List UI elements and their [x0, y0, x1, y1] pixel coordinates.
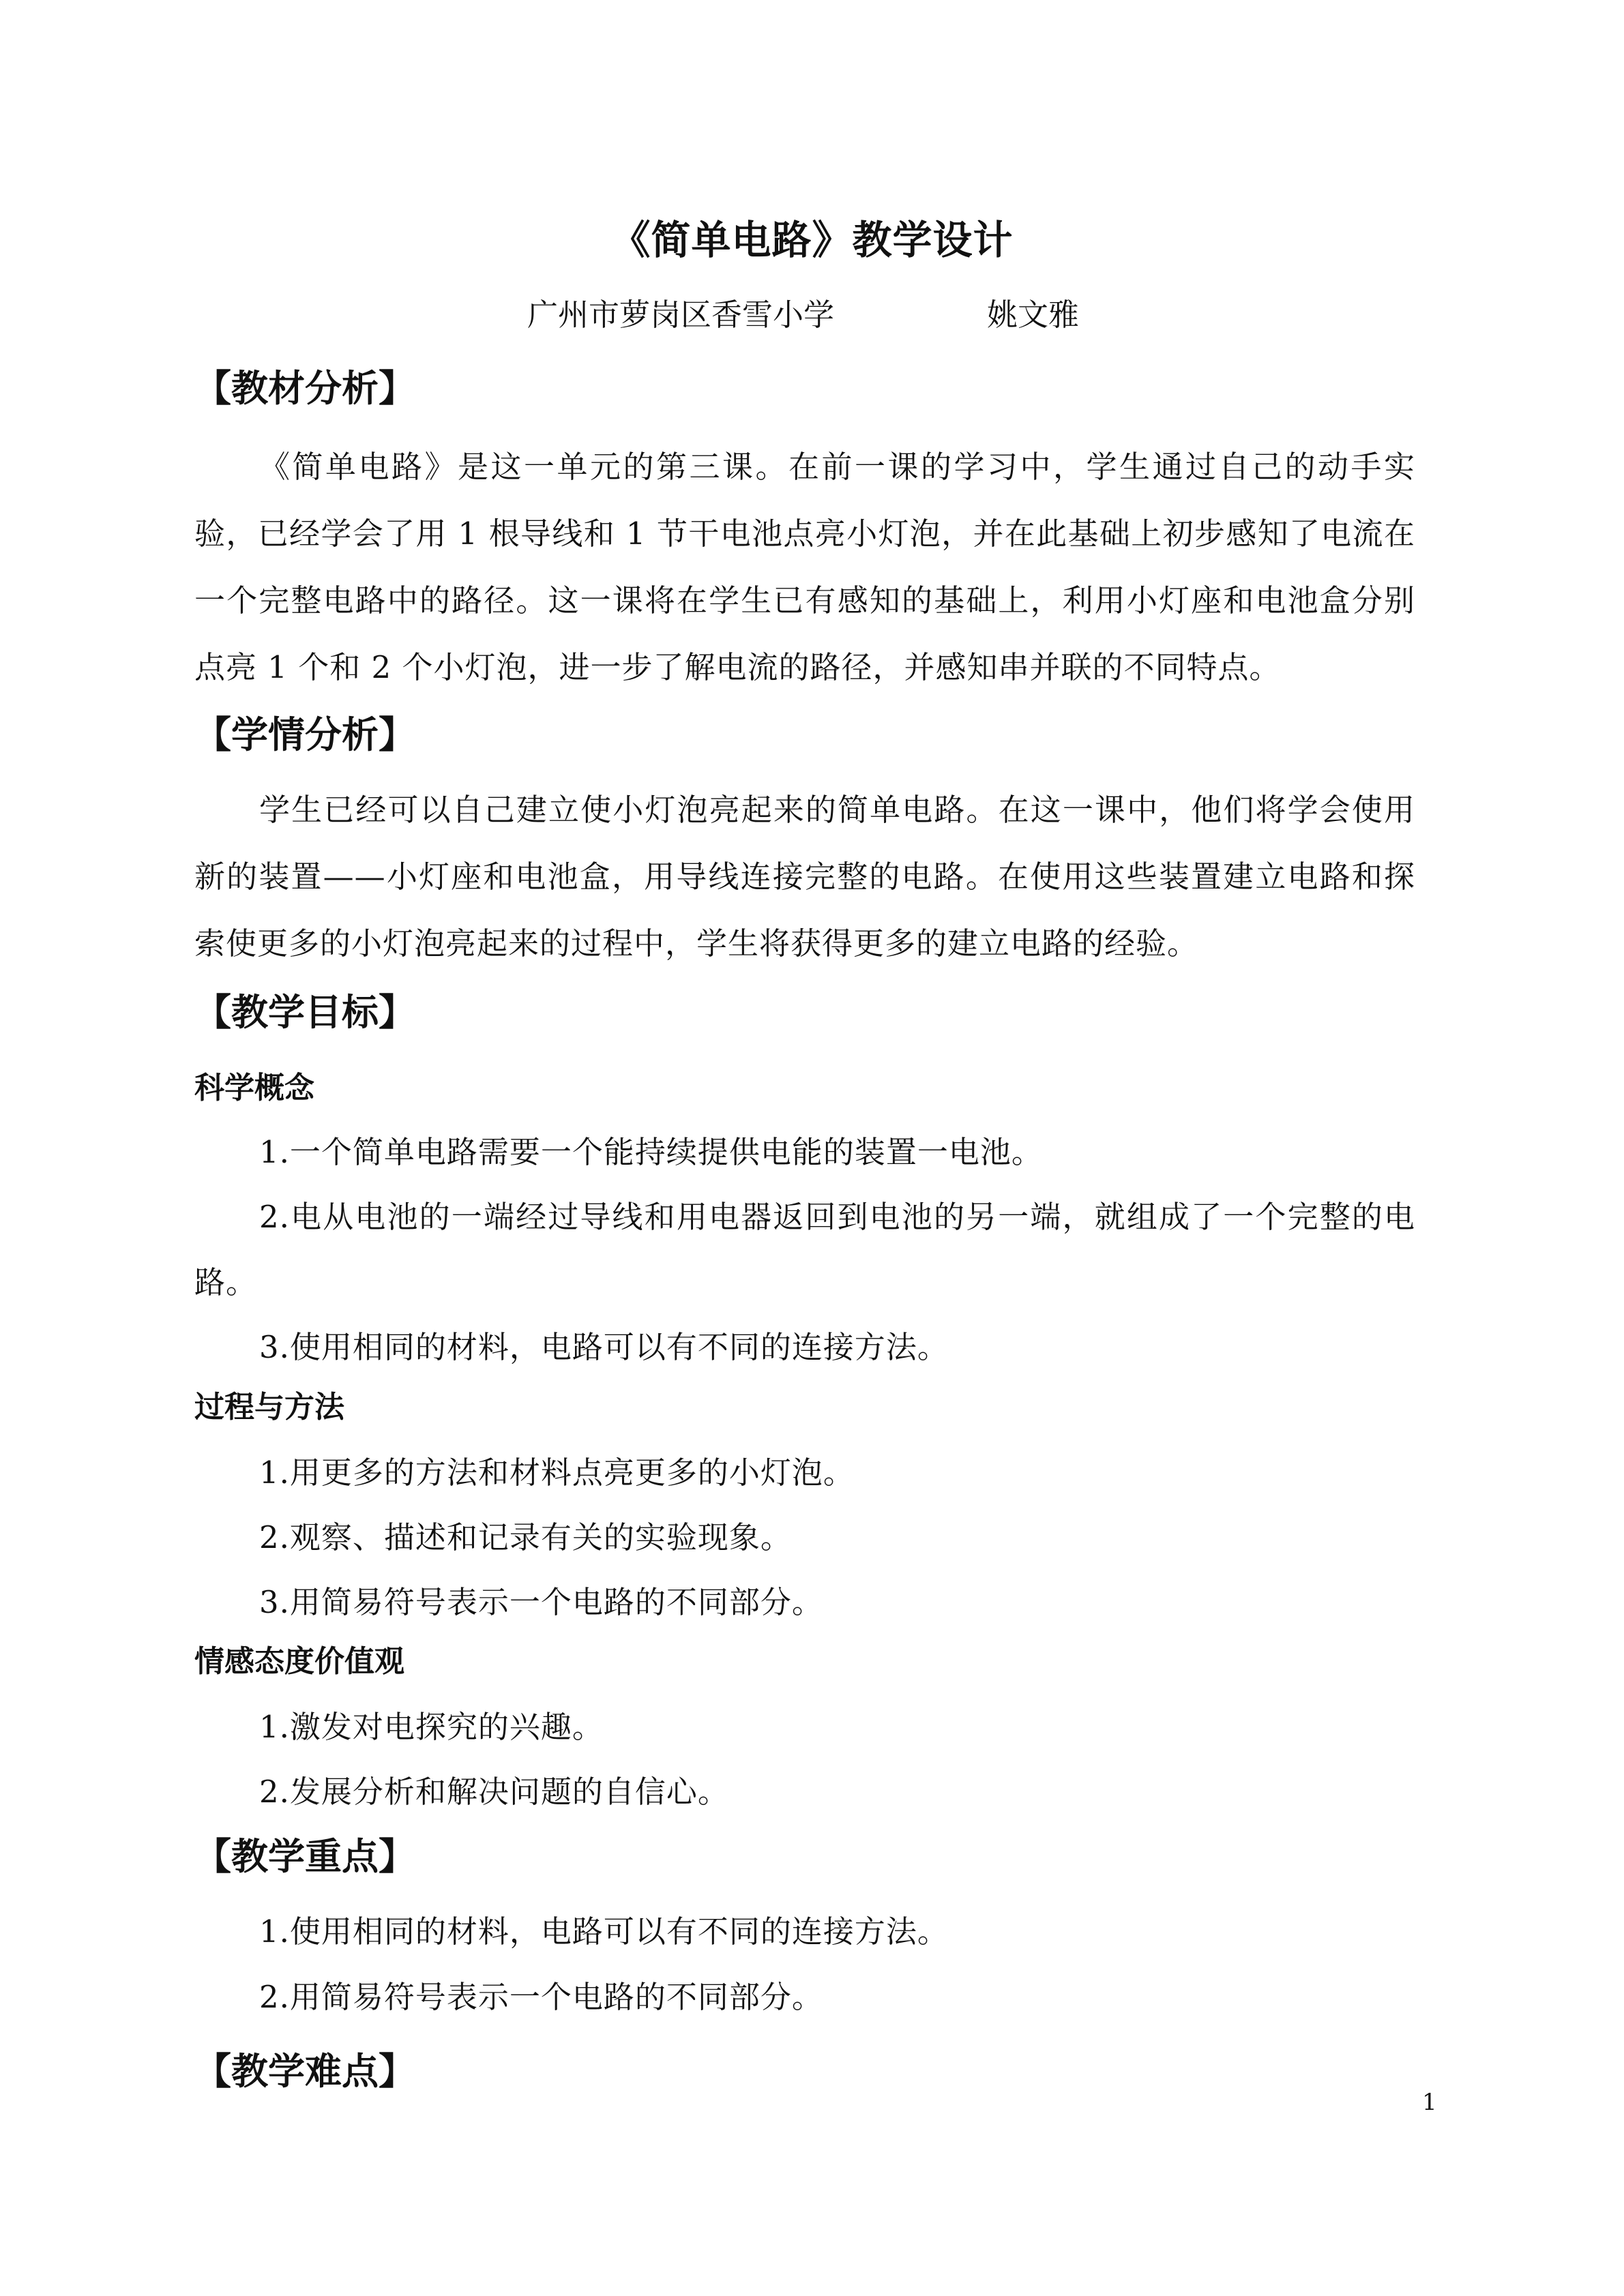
- concept-item-2: 2.电从电池的一端经过导线和用电器返回到电池的另一端，就组成了一个完整的电路。: [194, 1199, 1415, 1300]
- section-heading-difficulties: 【教学难点】: [194, 2050, 415, 2093]
- process-item-2: 2.观察、描述和记录有关的实验现象。: [259, 1519, 792, 1555]
- process-item-1: 1.用更多的方法和材料点亮更多的小灯泡。: [259, 1455, 855, 1491]
- school-name: 广州市萝岗区香雪小学: [527, 297, 835, 333]
- attitude-item-2: 2.发展分析和解决问题的自信心。: [259, 1774, 729, 1810]
- author-name: 姚文雅: [987, 297, 1080, 333]
- section-heading-goals: 【教学目标】: [194, 991, 415, 1034]
- subheading-science-concepts: 科学概念: [194, 1071, 314, 1105]
- section-heading-material: 【教材分析】: [194, 367, 415, 410]
- document-title: 《简单电路》教学设计: [610, 217, 1014, 263]
- learner-analysis-paragraph: 学生已经可以自己建立使小灯泡亮起来的简单电路。在这一课中，他们将学会使用新的装置——小灯座和电池盒，用导线连接完整的电路。在使用这些装置建立电路和探索使更多的小灯泡亮起来的过程中，学生将获得更多的建立电路的经验。: [194, 792, 1415, 961]
- subheading-attitudes-values: 情感态度价值观: [194, 1644, 404, 1679]
- concept-item-3: 3.使用相同的材料，电路可以有不同的连接方法。: [259, 1329, 949, 1365]
- page-number: 1: [1422, 2089, 1437, 2116]
- section-heading-keypoints: 【教学重点】: [194, 1835, 415, 1878]
- material-analysis-paragraph: 《简单电路》是这一单元的第三课。在前一课的学习中，学生通过自己的动手实验，已经学会了用 1 根导线和 1 节干电池点亮小灯泡，并在此基础上初步感知了电流在一个完整电路中的路径。这一课将在学生已有感知的基础上，利用小灯座和电池盒分别点亮 1 个和 2 个小灯泡，进一步了解电流的路径，并感知串并联的不同特点。: [194, 449, 1415, 685]
- subheading-process-methods: 过程与方法: [194, 1390, 344, 1425]
- keypoint-item-1: 1.使用相同的材料，电路可以有不同的连接方法。: [259, 1913, 949, 1950]
- concept-item-1: 1.一个简单电路需要一个能持续提供电能的装置一电池。: [259, 1134, 1043, 1170]
- keypoint-item-2: 2.用简易符号表示一个电路的不同部分。: [259, 1979, 823, 2015]
- section-heading-learners: 【学情分析】: [194, 713, 415, 756]
- attitude-item-1: 1.激发对电探究的兴趣。: [259, 1709, 604, 1745]
- process-item-3: 3.用简易符号表示一个电路的不同部分。: [259, 1584, 823, 1620]
